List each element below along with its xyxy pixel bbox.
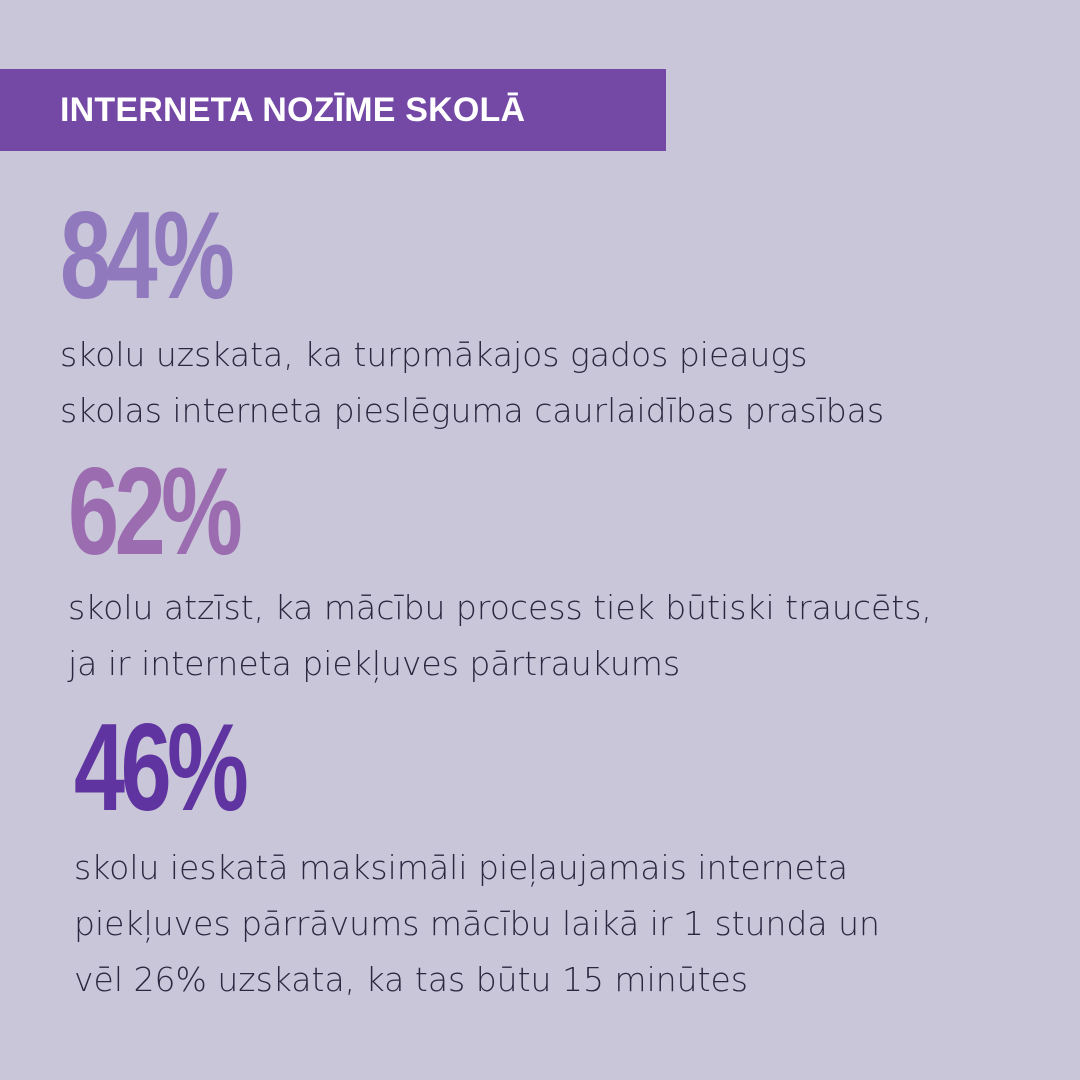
stat-description-line: skolu atzīst, ka mācību process tiek būtiski traucēts, [68, 588, 932, 627]
stat-description-line: ja ir interneta piekļuves pārtraukums [68, 644, 681, 683]
stat-description [60, 327, 1040, 439]
stat-description [68, 580, 1048, 692]
stat-block-46 [74, 699, 1054, 1008]
stat-description-line: skolas interneta pieslēguma caurlaidības prasības [60, 391, 885, 430]
page-title: INTERNETA NOZĪME SKOLĀ [60, 91, 526, 129]
stat-description-line: skolu uzskata, ka turpmākajos gados pieaugs [60, 335, 808, 374]
stat-value: 84% [60, 187, 231, 325]
stat-block-62 [68, 443, 1048, 692]
stat-description-line: piekļuves pārrāvums mācību laikā ir 1 stunda un [74, 904, 880, 943]
stat-description-line: skolu ieskatā maksimāli pieļaujamais interneta [74, 848, 849, 887]
stat-value: 46% [74, 699, 245, 837]
stat-description [74, 840, 1054, 1008]
stat-block-84 [60, 187, 1040, 439]
stat-value: 62% [68, 443, 239, 581]
stat-description-line: vēl 26% uzskata, ka tas būtu 15 minūtes [74, 960, 749, 999]
